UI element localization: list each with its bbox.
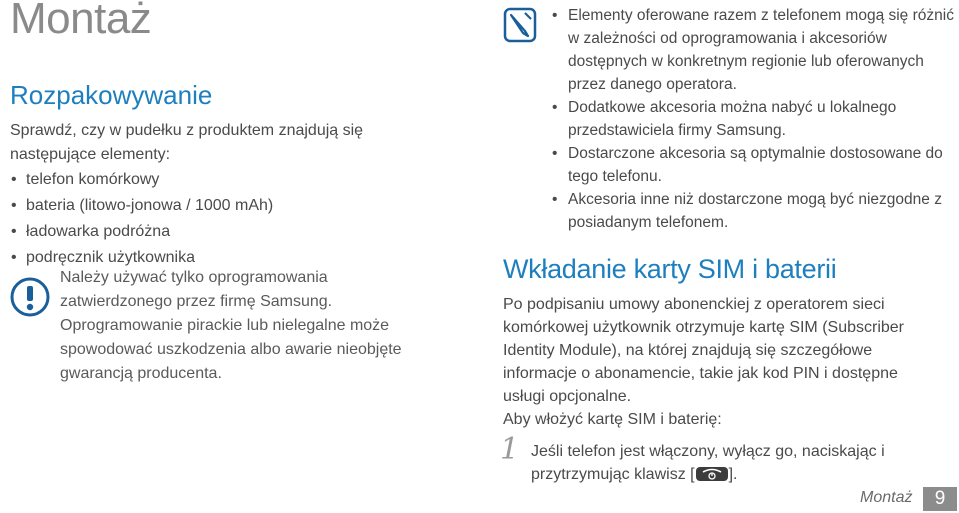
list-item: • Akcesoria inne niż dostarczone mogą być niezgodne z posiadanym telefonem.	[550, 188, 955, 234]
list-item: • Dodatkowe akcesoria można nabyć u lokalnego przedstawiciela firmy Samsung.	[550, 96, 955, 142]
sim-how-to: Aby włożyć kartę SIM i baterię:	[503, 411, 722, 428]
sim-description: Po podpisaniu umowy abonenckiej z operatorem sieci komórkowej użytkownik otrzymuje kartę SIM (Subscriber Identity Module), na której znajdują się szczegółowe informacje o abonamencie, takie jak kod PIN i dostępne usługi opcjonalne.	[503, 296, 905, 405]
sim-heading: Wkładanie karty SIM i baterii	[503, 254, 837, 284]
page-number-badge: 9	[923, 487, 957, 511]
package-contents-list	[10, 167, 430, 271]
step-text	[531, 440, 931, 486]
warning-line: Należy używać tylko oprogramowania zatwierdzonego przez firmę Samsung.	[60, 269, 333, 310]
list-item: • bateria (litowo-jonowa / 1000 mAh)	[10, 193, 430, 219]
accessory-notes-list	[550, 4, 955, 234]
list-item: • podręcznik użytkownika	[10, 245, 430, 271]
pencil-note-icon	[503, 7, 537, 43]
list-item: • Elementy oferowane razem z telefonem mogą się różnić w zależności od oprogramowania i akcesoriów dostępnych w konkretnym regionie lub oferowanych przez danego operatora.	[550, 4, 955, 96]
unpacking-heading: Rozpakowywanie	[10, 80, 213, 110]
step-text-after: ].	[728, 466, 738, 483]
exclamation-circle-icon	[10, 277, 50, 317]
list-item: • telefon komórkowy	[10, 167, 430, 193]
warning-text	[60, 266, 440, 386]
page-title: Montaż	[10, 0, 152, 43]
list-item: • ładowarka podróżna	[10, 219, 430, 245]
footer-section-label: Montaż	[860, 489, 913, 506]
warning-line: Oprogramowanie pirackie lub nielegalne może spowodować uszkodzenia albo awarie nieobjęte gwarancją producenta.	[60, 317, 402, 382]
step-number: 1	[500, 432, 520, 467]
power-end-key-icon	[695, 466, 729, 482]
step-text-before: Jeśli telefon jest włączony, wyłącz go, naciskając i przytrzymując klawisz [	[531, 443, 885, 483]
unpacking-intro: Sprawdź, czy w pudełku z produktem znajdują się następujące elementy:	[10, 122, 364, 163]
list-item: • Dostarczone akcesoria są optymalnie dostosowane do tego telefonu.	[550, 142, 955, 188]
